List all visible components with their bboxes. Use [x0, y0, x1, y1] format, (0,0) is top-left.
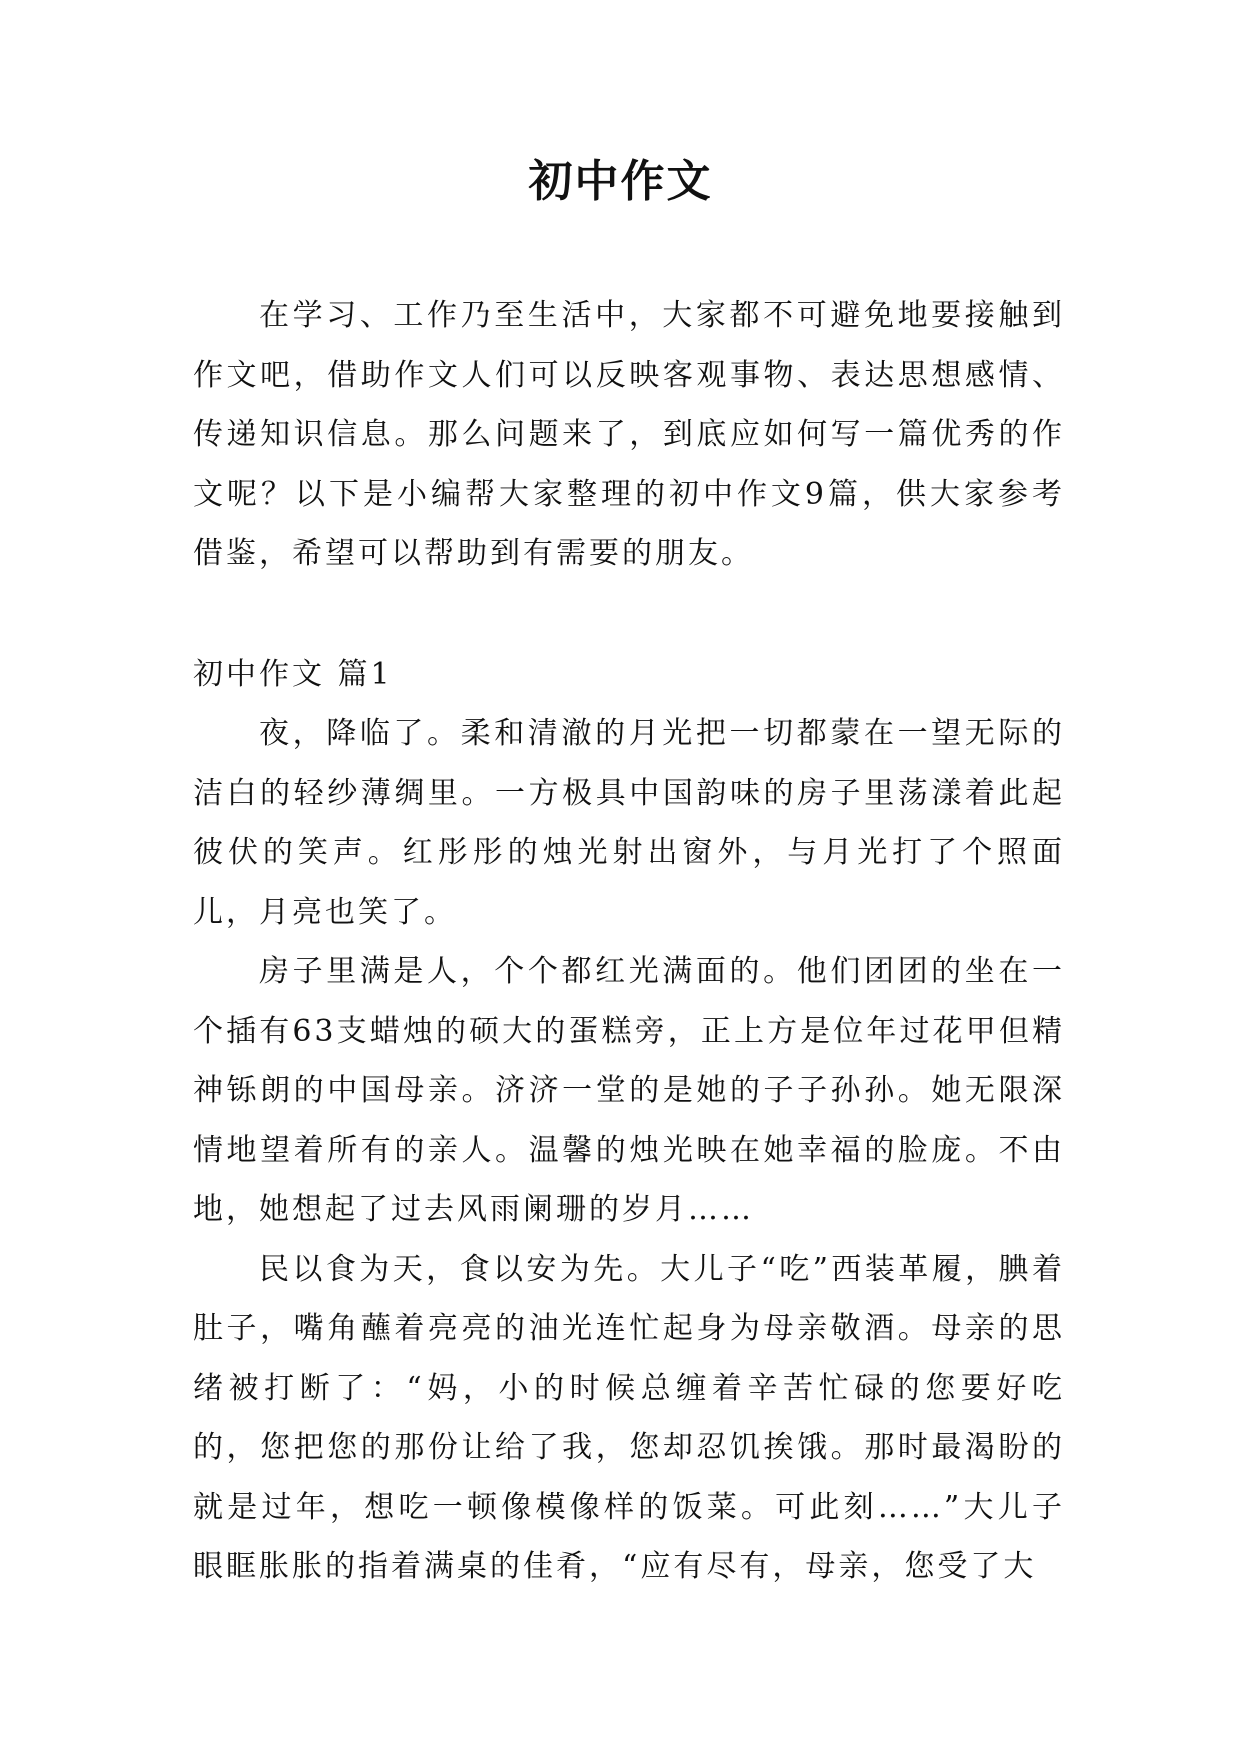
body-paragraph: 夜，降临了。柔和清澈的月光把一切都蒙在一望无际的洁白的轻纱薄绸里。一方极具中国韵味的房子里荡漾着此起彼伏的笑声。红彤彤的烛光射出窗外，与月光打了个照面儿，月亮也笑了。: [193, 716, 1065, 930]
intro-paragraph: 在学习、工作乃至生活中，大家都不可避免地要接触到作文吧，借助作文人们可以反映客观事物、表达思想感情、传递知识信息。那么问题来了，到底应如何写一篇优秀的作文呢？以下是小编帮大家整理的初中作文9篇，供大家参考借鉴，希望可以帮助到有需要的朋友。: [193, 298, 1065, 571]
document-body: [193, 286, 1065, 1597]
body-paragraph: 房子里满是人，个个都红光满面的。他们团团的坐在一个插有63支蜡烛的硕大的蛋糕旁，正上方是位年过花甲但精神铄朗的中国母亲。济济一堂的是她的子子孙孙。她无限深情地望着所有的亲人。温馨的烛光映在她幸福的脸庞。不由地，她想起了过去风雨阑珊的岁月……: [193, 954, 1065, 1227]
body-paragraph: 民以食为天，食以安为先。大儿子“吃”西装革履，腆着肚子，嘴角蘸着亮亮的油光连忙起身为母亲敬酒。母亲的思绪被打断了：“妈，小的时候总缠着辛苦忙碌的您要好吃的，您把您的那份让给了我，您却忍饥挨饿。那时最渴盼的就是过年，想吃一顿像模像样的饭菜。可此刻……”大儿子眼眶胀胀的指着满桌的佳肴，“应有尽有，母亲，您受了大: [193, 1251, 1065, 1584]
section-spacer: [193, 584, 1065, 645]
section-heading: 初中作文 篇1: [193, 656, 393, 692]
document-title: 初中作文: [528, 156, 713, 207]
